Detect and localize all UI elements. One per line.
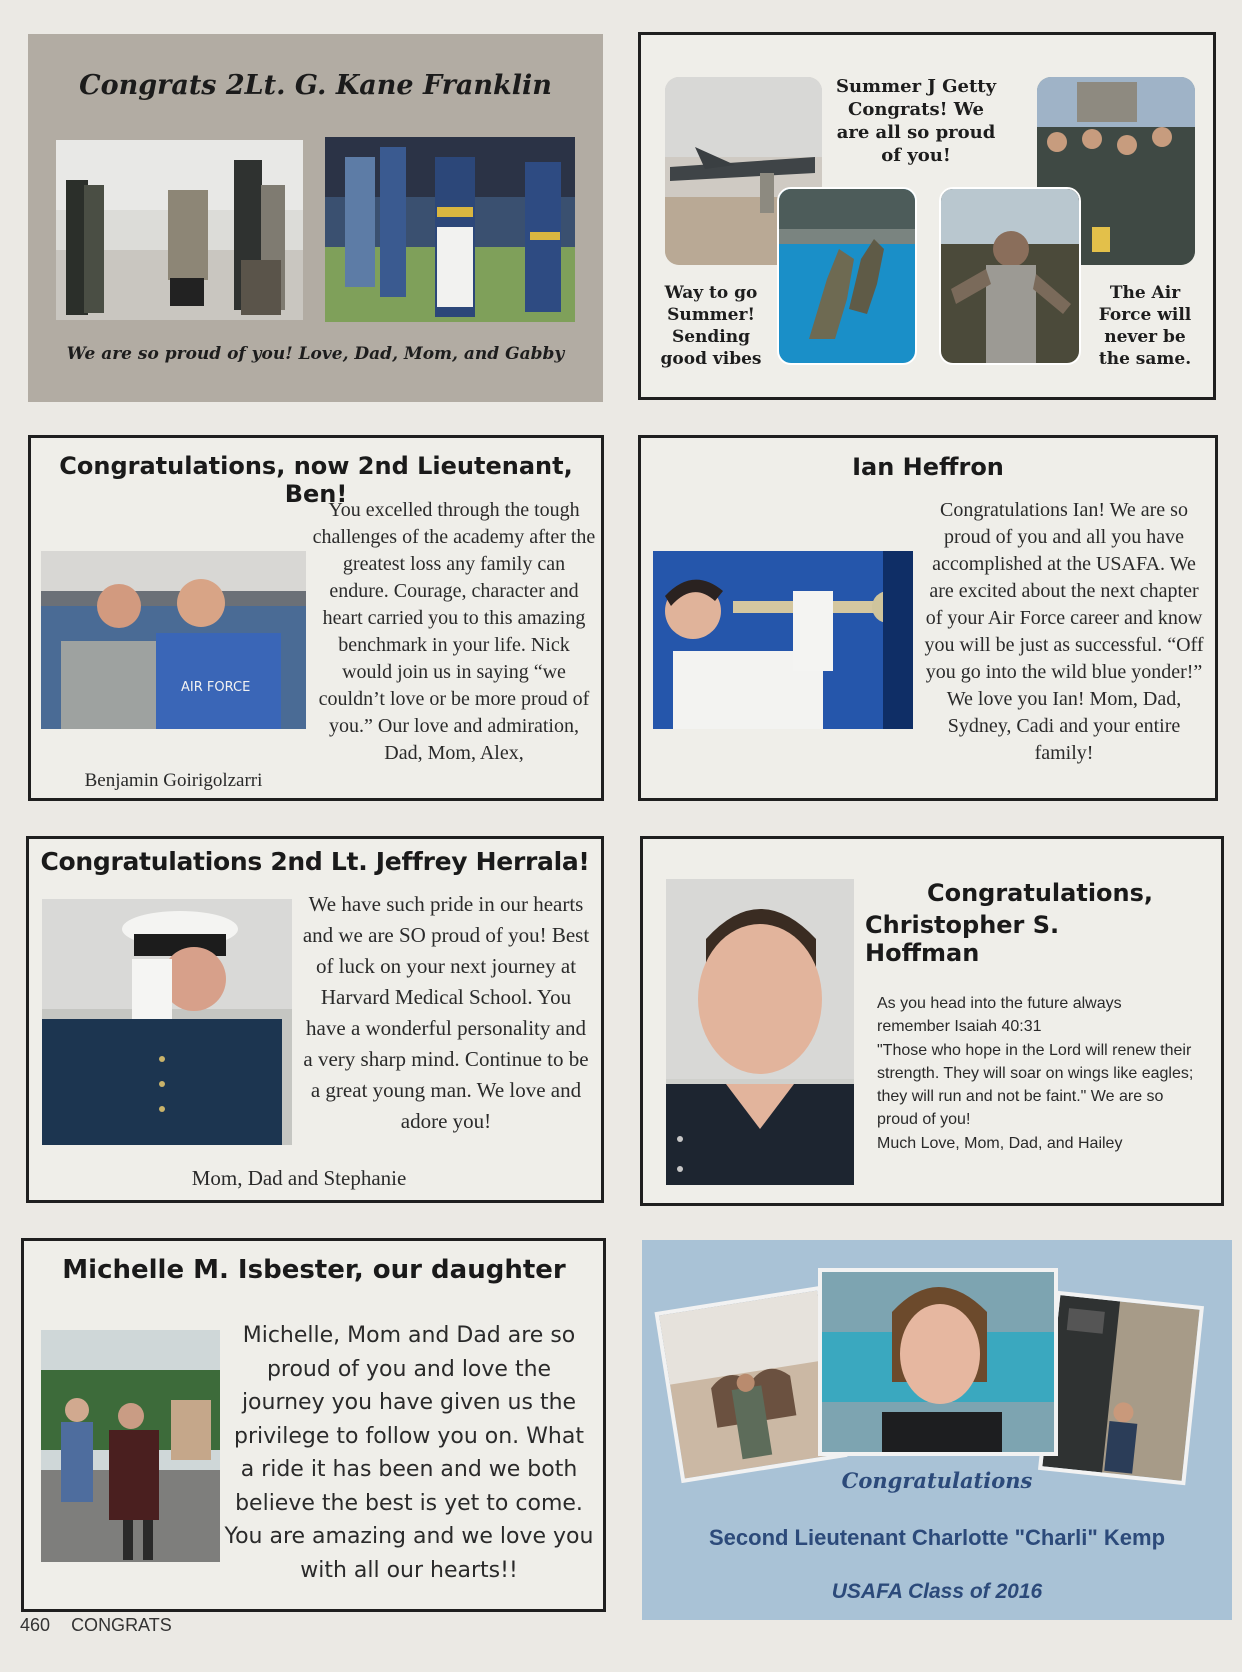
page-footer <box>20 1615 172 1636</box>
isbester-title: Michelle M. Isbester, our daughter <box>62 1255 566 1285</box>
heffron-photo <box>653 551 913 729</box>
isbester-message: Michelle, Mom and Dad are so proud of you and love the journey you have given us the privilege to follow you on. What a ride it has been and we both believe the best is yet to come. You are amazing and we love you with all our hearts!! <box>224 1323 594 1583</box>
herrala-photo <box>42 899 292 1145</box>
ad-hoffman <box>640 836 1224 1206</box>
heffron-message: Congratulations Ian! We are so proud of you and all you have accomplished at the USAFA. We are excited about the next chapter of your Air Force career and know you will be just as successful. “Off you go into the wild blue yonder!” We love you Ian! Mom, Dad, Sydney, Cadi and your entire family! <box>924 499 1204 764</box>
getty-photo-pool <box>777 187 917 365</box>
hoffman-title-line2: Christopher S. Hoffman <box>865 911 1060 967</box>
kemp-photo-portrait <box>818 1268 1058 1456</box>
ben-photo <box>41 551 306 729</box>
kemp-class-year: USAFA Class of 2016 <box>831 1580 1043 1603</box>
kemp-script-label: Congratulations <box>841 1468 1033 1493</box>
franklin-photo-tarmac <box>56 140 303 320</box>
getty-right-note: The Air Force will never be the same. <box>1098 283 1192 369</box>
franklin-photo-parade <box>325 137 575 322</box>
herrala-title: Congratulations 2nd Lt. Jeffrey Herrala! <box>40 847 590 876</box>
ad-franklin <box>28 34 603 402</box>
page-number: 460 <box>20 1615 51 1635</box>
ad-herrala <box>26 836 604 1203</box>
getty-photo-mud <box>939 187 1081 365</box>
ben-caption: Benjamin Goirigolzarri <box>84 770 263 791</box>
franklin-title: Congrats 2Lt. G. Kane Franklin <box>79 70 552 101</box>
getty-headline: Summer J Getty Congrats! We are all so proud of you! <box>835 76 997 166</box>
kemp-name: Second Lieutenant Charlotte "Charli" Kemp <box>708 1525 1166 1550</box>
ben-title: Congratulations, now 2nd Lieutenant, Ben! <box>59 452 573 508</box>
ben-message: You excelled through the tough challenges of the academy after the greatest loss any family can endure. Courage, character and heart carried you to this amazing benchmark in your life. Nick would join us in saying “we couldn’t love or be more proud of you.” Our love and admiration, Dad, Mom, Alex, <box>312 499 596 764</box>
ad-getty <box>638 32 1216 400</box>
herrala-signature: Mom, Dad and Stephanie <box>191 1166 407 1190</box>
ad-kemp <box>642 1240 1232 1620</box>
ad-isbester <box>21 1238 606 1612</box>
hoffman-verse: "Those who hope in the Lord will renew their strength. They will soar on wings like eagles; they will run and not be faint." We are so proud of you! <box>877 1042 1194 1128</box>
getty-left-note: Way to go Summer! Sending good vibes <box>660 283 762 369</box>
franklin-message: We are so proud of you! Love, Dad, Mom, and Gabby <box>66 344 565 364</box>
ben-jersey-text: AIR FORCE <box>181 680 251 695</box>
herrala-message: We have such pride in our hearts and we are SO proud of you! Best of luck on your next journey at Harvard Medical School. You have a wonderful personality and a very sharp mind. Continue to be a great young man. We love and adore you! <box>302 892 590 1133</box>
kemp-photo-monument <box>1038 1291 1204 1485</box>
heffron-title: Ian Heffron <box>852 453 1004 481</box>
hoffman-photo <box>666 879 854 1185</box>
section-label: CONGRATS <box>71 1615 172 1635</box>
ad-ben <box>28 435 604 801</box>
isbester-photo <box>41 1330 220 1562</box>
hoffman-title-line1: Congratulations, <box>926 879 1154 907</box>
hoffman-intro: As you head into the future always remember Isaiah 40:31 <box>877 995 1122 1035</box>
hoffman-signature: Much Love, Mom, Dad, and Hailey <box>877 1135 1123 1152</box>
ad-heffron <box>638 435 1218 801</box>
